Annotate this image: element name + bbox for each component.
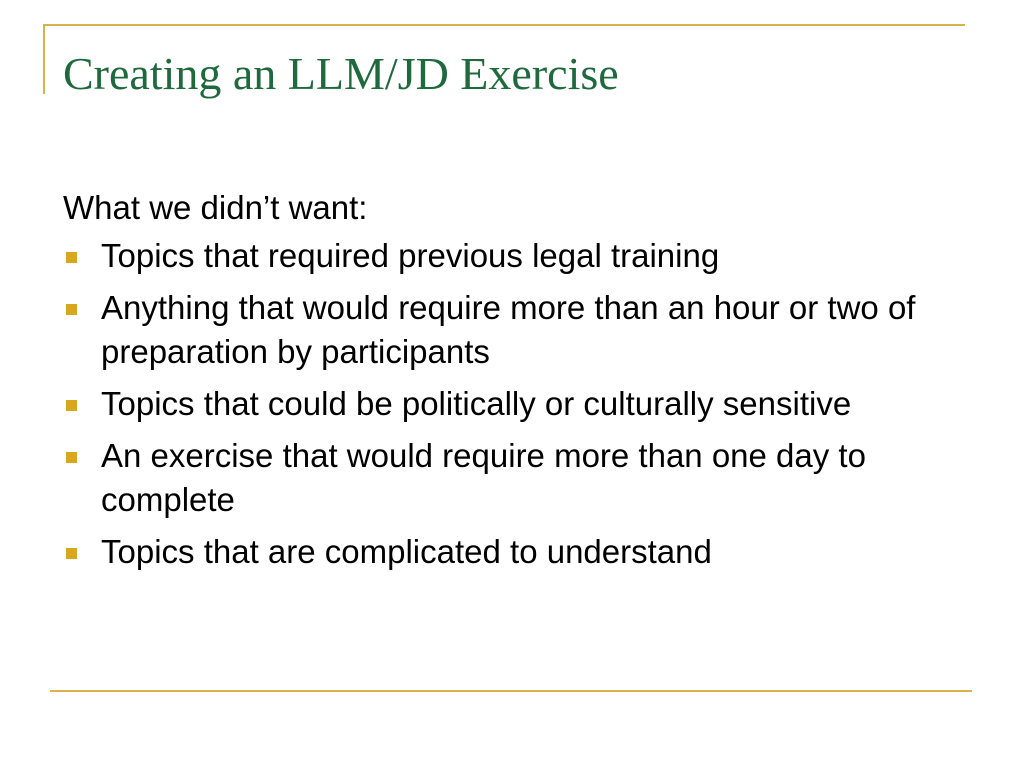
bullet-item [63, 434, 973, 522]
bullet-list [63, 234, 973, 574]
bullet-item [63, 286, 973, 374]
bullet-text: Topics that could be politically or culturally sensitive [101, 385, 852, 422]
bullet-item [63, 382, 973, 426]
slide-body [63, 186, 973, 582]
bullet-text: Anything that would require more than an hour or two of preparation by participants [101, 289, 916, 370]
slide-title: Creating an LLM/JD Exercise [63, 48, 619, 99]
bullet-text: An exercise that would require more than one day to complete [101, 437, 866, 518]
square-bullet-icon [66, 304, 77, 315]
intro-text: What we didn’t want: [63, 189, 368, 226]
square-bullet-icon [66, 548, 77, 559]
square-bullet-icon [66, 400, 77, 411]
square-bullet-icon [66, 252, 77, 263]
top-rule [43, 24, 965, 26]
bullet-item [63, 530, 973, 574]
bullet-text: Topics that are complicated to understand [101, 533, 712, 570]
bottom-rule [50, 690, 972, 692]
square-bullet-icon [66, 452, 77, 463]
left-rule [43, 24, 45, 94]
bullet-text: Topics that required previous legal training [101, 237, 720, 274]
bullet-item [63, 234, 973, 278]
